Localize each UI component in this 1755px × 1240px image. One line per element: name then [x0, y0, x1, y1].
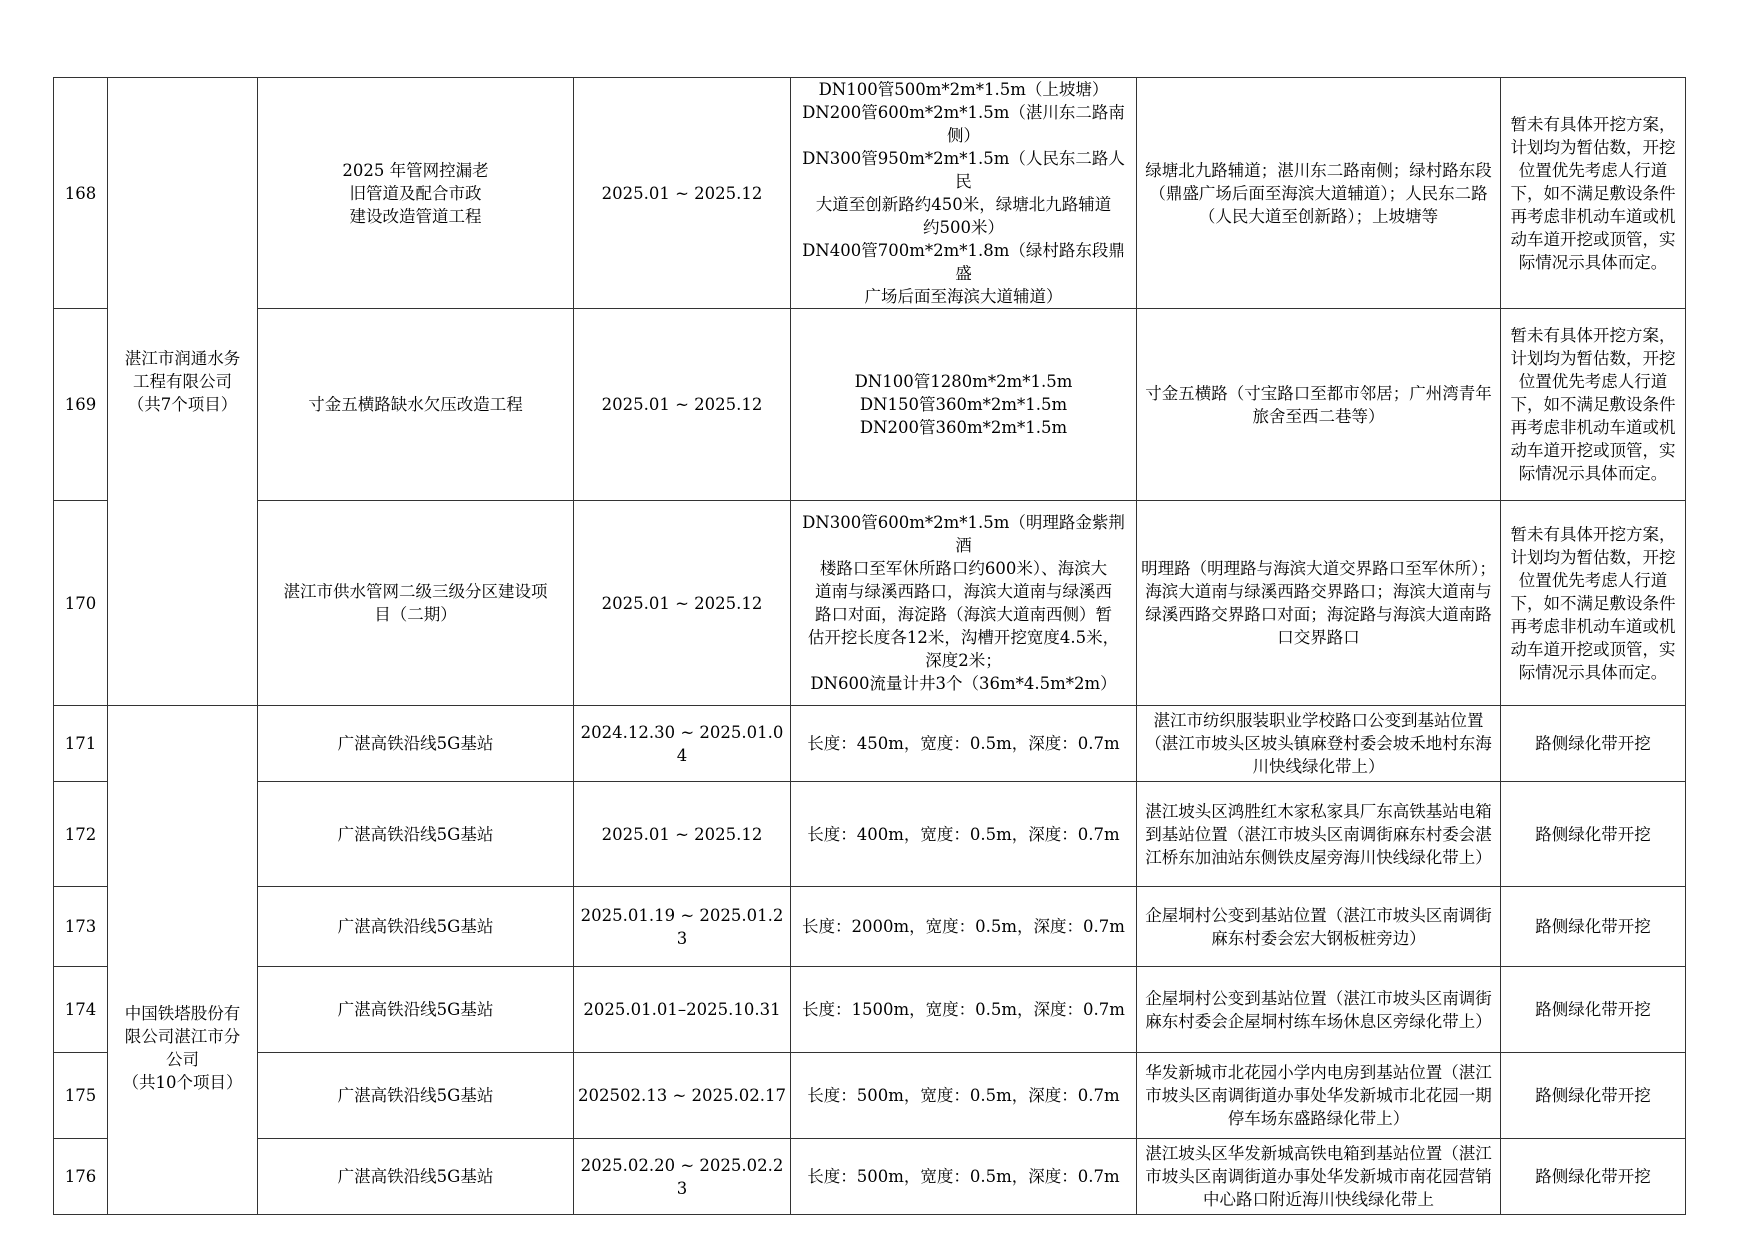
company-name-line: 中国铁塔股份有	[124, 1004, 241, 1023]
project-name-cell: 广湛高铁沿线5G基站	[258, 782, 574, 887]
project-name-cell: 湛江市供水管网二级三级分区建设项 目（二期）	[258, 501, 574, 706]
scale-cell: DN100管1280m*2m*1.5m DN150管360m*2m*1.5m DN200管360m*2m*1.5m	[791, 309, 1137, 501]
company-cell	[108, 78, 258, 706]
row-number: 168	[54, 78, 108, 309]
period-cell: 2025.02.20 ~ 2025.02.23	[574, 1139, 791, 1215]
project-name-cell: 广湛高铁沿线5G基站	[258, 1139, 574, 1215]
table-row	[54, 1139, 1686, 1215]
location-cell: 华发新城市北花园小学内电房到基站位置（湛江市坡头区南调街道办事处华发新城市北花园一期停车场东盛路绿化带上）	[1137, 1053, 1501, 1139]
table-row	[54, 1053, 1686, 1139]
table-row	[54, 706, 1686, 782]
remark-cell: 路侧绿化带开挖	[1501, 1139, 1686, 1215]
company-cell	[108, 706, 258, 1215]
row-number: 169	[54, 309, 108, 501]
project-name-cell: 2025 年管网控漏老 旧管道及配合市政 建设改造管道工程	[258, 78, 574, 309]
remark-cell: 路侧绿化带开挖	[1501, 967, 1686, 1053]
row-number: 176	[54, 1139, 108, 1215]
period-cell: 2024.12.30 ~ 2025.01.04	[574, 706, 791, 782]
row-number: 175	[54, 1053, 108, 1139]
location-cell: 绿塘北九路辅道；湛川东二路南侧；绿村路东段（鼎盛广场后面至海滨大道辅道）；人民东二路（人民大道至创新路）；上坡塘等	[1137, 78, 1501, 309]
row-number: 171	[54, 706, 108, 782]
location-cell: 湛江坡头区鸿胜红木家私家具厂东高铁基站电箱到基站位置（湛江市坡头区南调街麻东村委会湛江桥东加油站东侧铁皮屋旁海川快线绿化带上）	[1137, 782, 1501, 887]
excavation-projects-table	[53, 77, 1686, 1215]
scale-cell: DN100管500m*2m*1.5m（上坡塘） DN200管600m*2m*1.5m（湛川东二路南 侧） DN300管950m*2m*1.5m（人民东二路人民 大道至创新路约450米，绿塘北九路辅道 约500米） DN400管700m*2m*1.8m（绿村路东段鼎盛 广场后面至海滨大道辅道）	[791, 78, 1137, 309]
scale-cell: 长度：400m，宽度：0.5m，深度：0.7m	[791, 782, 1137, 887]
company-project-count: （共7个项目）	[127, 395, 238, 414]
location-cell: 寸金五横路（寸宝路口至都市邻居；广州湾青年旅舍至西二巷等）	[1137, 309, 1501, 501]
row-number: 170	[54, 501, 108, 706]
table-row	[54, 501, 1686, 706]
location-cell: 湛江坡头区华发新城高铁电箱到基站位置（湛江市坡头区南调街道办事处华发新城市南花园营销中心路口附近海川快线绿化带上	[1137, 1139, 1501, 1215]
table-row	[54, 782, 1686, 887]
scale-cell: 长度：1500m，宽度：0.5m，深度：0.7m	[791, 967, 1137, 1053]
period-cell: 2025.01 ~ 2025.12	[574, 501, 791, 706]
remark-cell: 路侧绿化带开挖	[1501, 706, 1686, 782]
scale-cell: DN300管600m*2m*1.5m（明理路金紫荆酒 楼路口至军休所路口约600米）、海滨大 道南与绿溪西路口，海滨大道南与绿溪西 路口对面，海淀路（海滨大道南西侧）暂 估开挖长度各12米，沟槽开挖宽度4.5米， 深度2米； DN600流量计井3个（36m*4.5m*2m）	[791, 501, 1137, 706]
table-row	[54, 309, 1686, 501]
project-name-cell: 寸金五横路缺水欠压改造工程	[258, 309, 574, 501]
row-number: 173	[54, 887, 108, 967]
location-cell: 明理路（明理路与海滨大道交界路口至军休所）；海滨大道南与绿溪西路交界路口；海滨大道南与绿溪西路交界路口对面；海淀路与海滨大道南路口交界路口	[1137, 501, 1501, 706]
location-cell: 企屋垌村公变到基站位置（湛江市坡头区南调街麻东村委会企屋垌村练车场休息区旁绿化带上）	[1137, 967, 1501, 1053]
period-cell: 2025.01 ~ 2025.12	[574, 782, 791, 887]
period-cell: 2025.01 ~ 2025.12	[574, 309, 791, 501]
project-name-cell: 广湛高铁沿线5G基站	[258, 967, 574, 1053]
remark-cell: 暂未有具体开挖方案，计划均为暂估数，开挖位置优先考虑人行道下，如不满足敷设条件再考虑非机动车道或机动车道开挖或顶管，实际情况示具体而定。	[1501, 78, 1686, 309]
remark-cell: 路侧绿化带开挖	[1501, 782, 1686, 887]
remark-cell: 路侧绿化带开挖	[1501, 887, 1686, 967]
period-cell: 2025.01 ~ 2025.12	[574, 78, 791, 309]
project-name-cell: 广湛高铁沿线5G基站	[258, 887, 574, 967]
scale-cell: 长度：450m，宽度：0.5m，深度：0.7m	[791, 706, 1137, 782]
row-number: 172	[54, 782, 108, 887]
company-name-line: 公司	[166, 1050, 199, 1069]
period-cell: 2025.01.19 ~ 2025.01.23	[574, 887, 791, 967]
location-cell: 湛江市纺织服装职业学校路口公变到基站位置（湛江市坡头区坡头镇麻登村委会坡禾地村东海川快线绿化带上）	[1137, 706, 1501, 782]
company-name-line: 湛江市润通水务	[124, 349, 241, 368]
company-name-line: 工程有限公司	[133, 372, 232, 391]
remark-cell: 路侧绿化带开挖	[1501, 1053, 1686, 1139]
period-cell: 202502.13 ~ 2025.02.17	[574, 1053, 791, 1139]
table-row	[54, 78, 1686, 309]
scale-cell: 长度：500m，宽度：0.5m，深度：0.7m	[791, 1139, 1137, 1215]
company-project-count: （共10个项目）	[122, 1073, 243, 1092]
project-name-cell: 广湛高铁沿线5G基站	[258, 1053, 574, 1139]
table-row	[54, 887, 1686, 967]
row-number: 174	[54, 967, 108, 1053]
period-cell: 2025.01.01–2025.10.31	[574, 967, 791, 1053]
location-cell: 企屋垌村公变到基站位置（湛江市坡头区南调街麻东村委会宏大钢板桩旁边）	[1137, 887, 1501, 967]
company-name-line: 限公司湛江市分	[124, 1027, 241, 1046]
table-row	[54, 967, 1686, 1053]
scale-cell: 长度：2000m，宽度：0.5m，深度：0.7m	[791, 887, 1137, 967]
scale-cell: 长度：500m，宽度：0.5m，深度：0.7m	[791, 1053, 1137, 1139]
remark-cell: 暂未有具体开挖方案，计划均为暂估数，开挖位置优先考虑人行道下，如不满足敷设条件再考虑非机动车道或机动车道开挖或顶管，实际情况示具体而定。	[1501, 309, 1686, 501]
remark-cell: 暂未有具体开挖方案，计划均为暂估数，开挖位置优先考虑人行道下，如不满足敷设条件再考虑非机动车道或机动车道开挖或顶管，实际情况示具体而定。	[1501, 501, 1686, 706]
project-name-cell: 广湛高铁沿线5G基站	[258, 706, 574, 782]
